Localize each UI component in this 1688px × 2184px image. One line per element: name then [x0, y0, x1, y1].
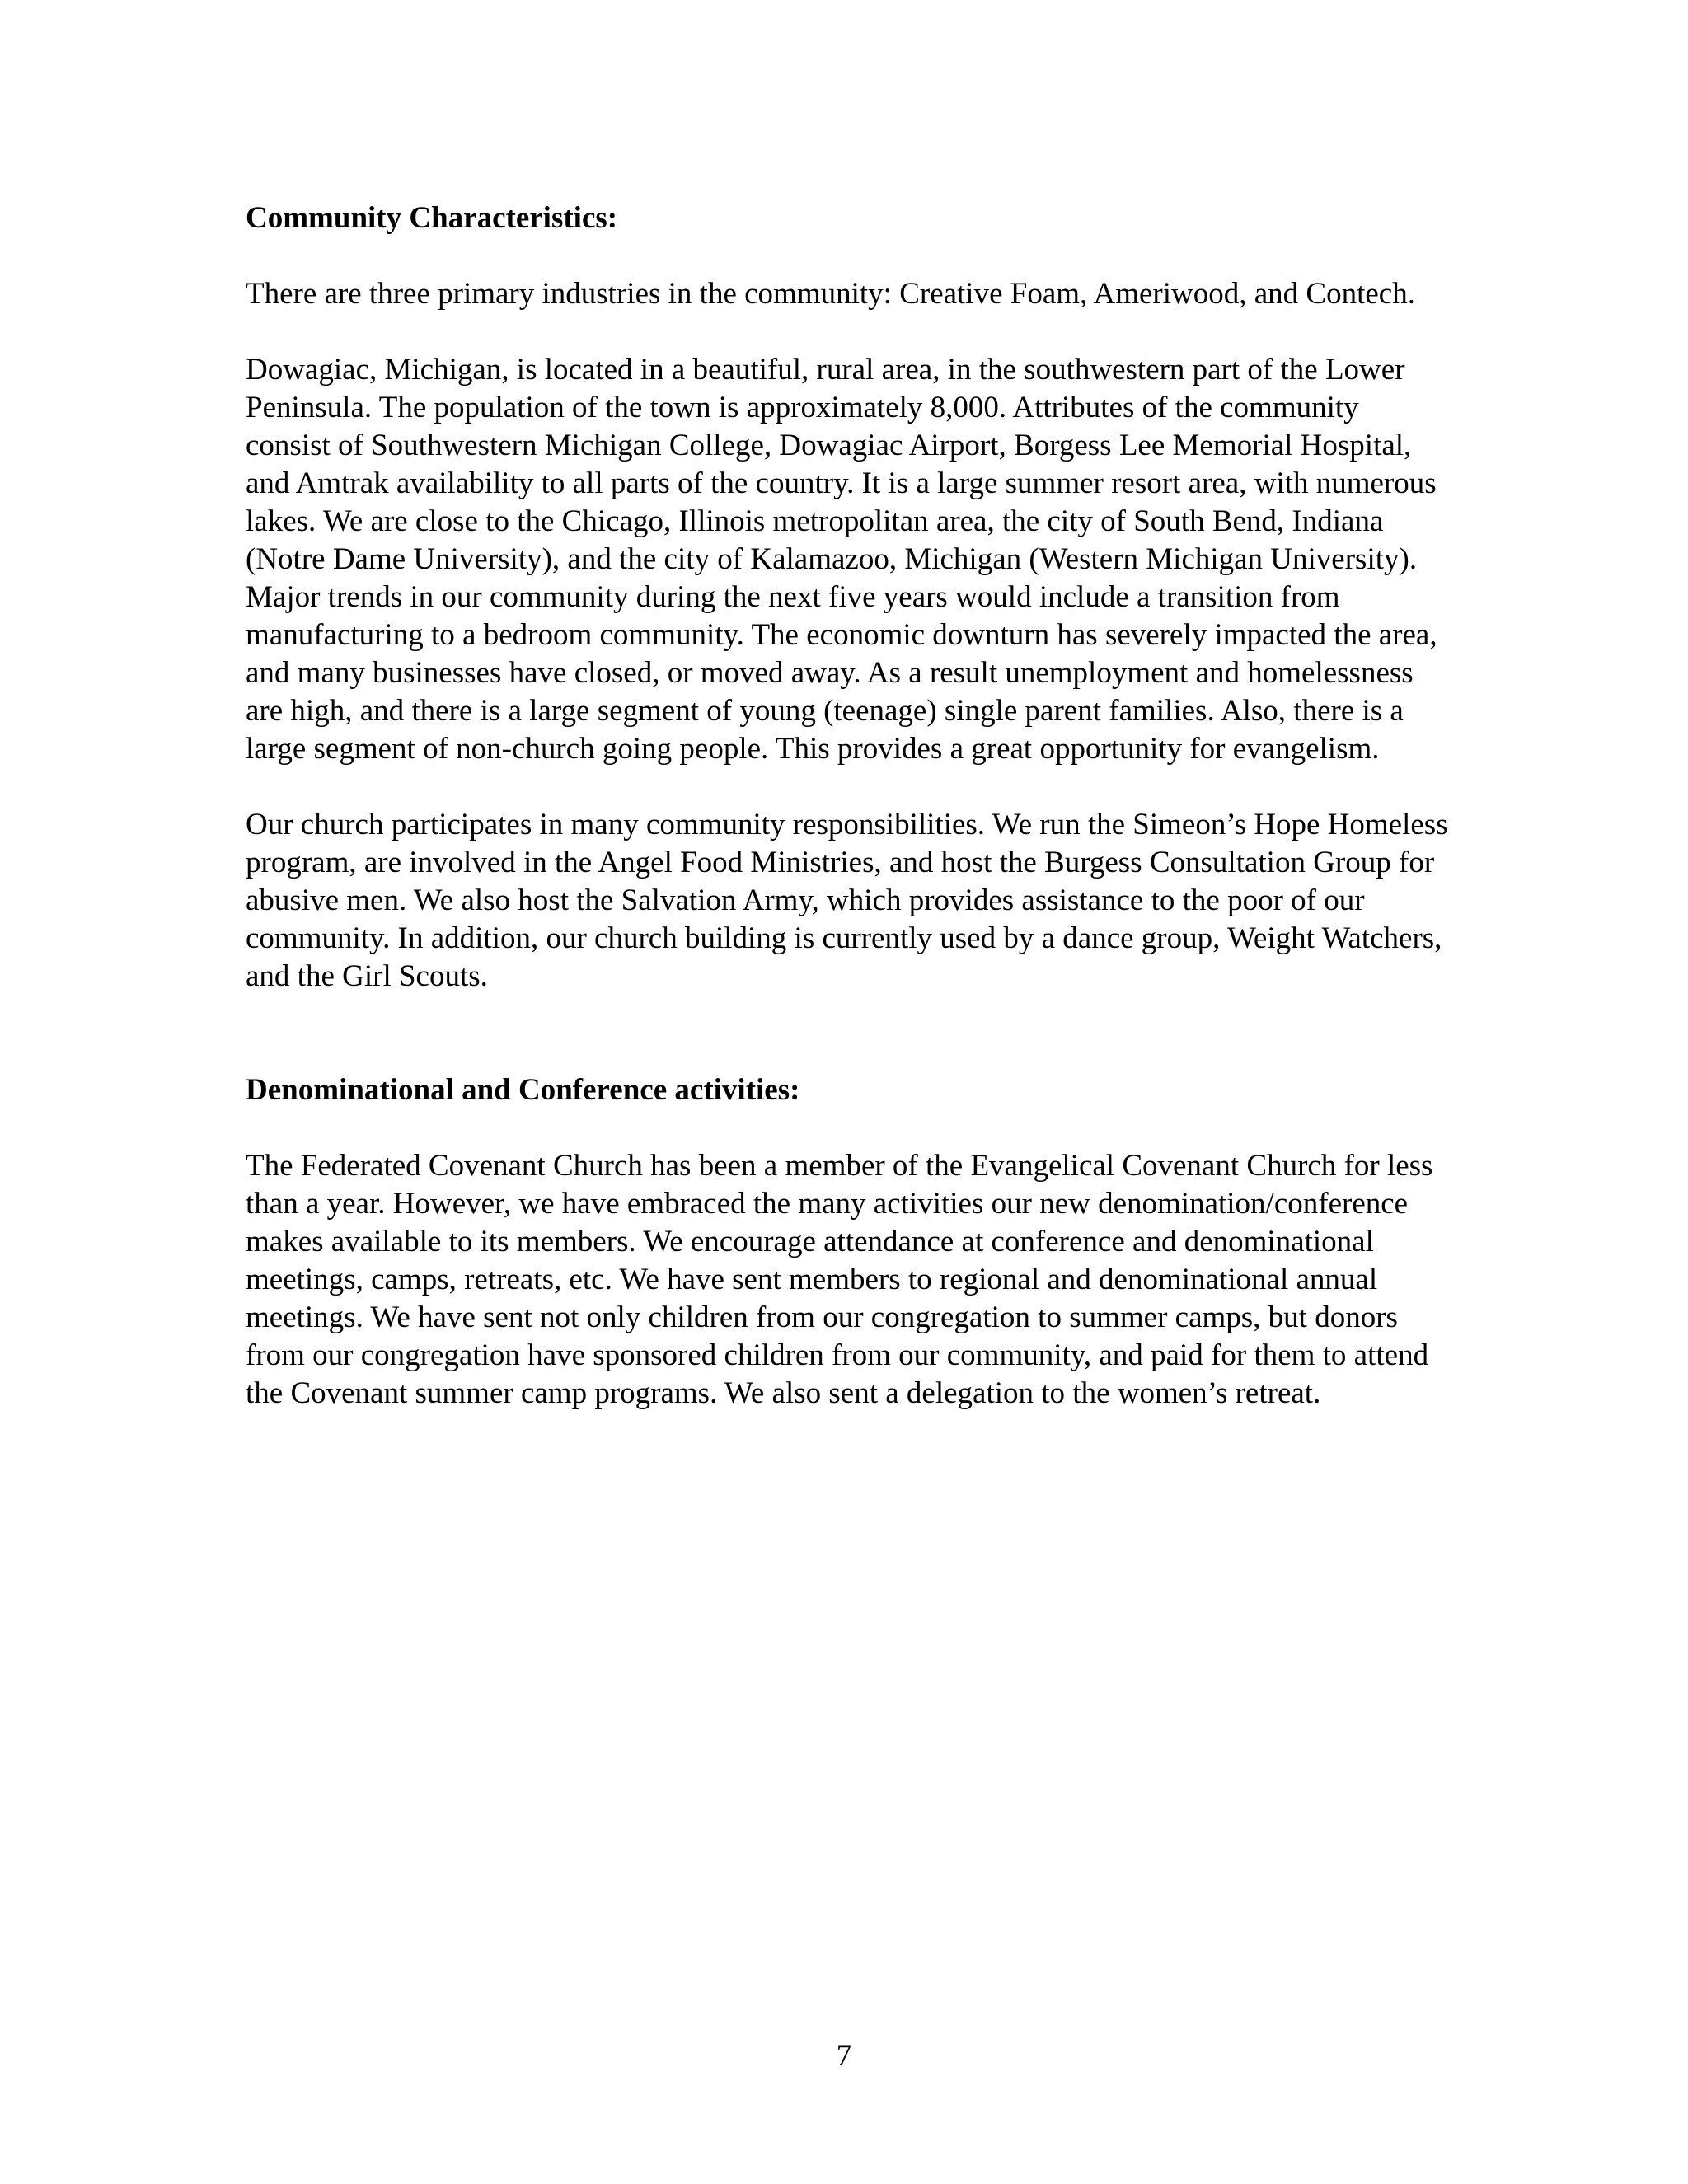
section-heading-denominational: Denominational and Conference activities: [246, 1073, 800, 1107]
paragraph-covenant-membership: The Federated Covenant Church has been a member of the Evangelical Covenant Church for less than a year. However, we have embraced the many activities our new denomination/conference makes available to its members. We encourage attendance at conference and denominational meetings, camps, retreats, etc. We have sent members to regional and denominational annual meetings. We have sent not only children from our congregation to summer camps, but donors from our congregation have sponsored children from our community, and paid for them to attend the Covenant summer camp programs. We also sent a delegation to the women’s retreat. [246, 1149, 1433, 1410]
page-number: 7 [836, 2039, 852, 2073]
paragraph-church-responsibilities: Our church participates in many community responsibilities. We run the Simeon’s Hope Homeless program, are involved in the Angel Food Ministries, and host the Burgess Consultation Group for abusive men. We also host the Salvation Army, which provides assistance to the poor of our community. In addition, our church building is currently used by a dance group, Weight Watchers, and the Girl Scouts. [246, 808, 1448, 993]
paragraph-industries: There are three primary industries in the community: Creative Foam, Ameriwood, and Contech. [246, 277, 1415, 311]
paragraph-dowagiac: Dowagiac, Michigan, is located in a beautiful, rural area, in the southwestern part of the Lower Peninsula. The population of the town is approximately 8,000. Attributes of the community consist of Southwestern Michigan College, Dowagiac Airport, Borgess Lee Memorial Hospital, and Amtrak availability to all parts of the country. It is a large summer resort area, with numerous lakes. We are close to the Chicago, Illinois metropolitan area, the city of South Bend, Indiana (Notre Dame University), and the city of Kalamazoo, Michigan (Western Michigan University). Major trends in our community during the next five years would include a transition from manufacturing to a bedroom community. The economic downturn has severely impacted the area, and many businesses have closed, or moved away. As a result unemployment and homelessness are high, and there is a large segment of young (teenage) single parent families. Also, there is a large segment of non-church going people. This provides a great opportunity for evangelism. [246, 353, 1437, 766]
document-body [246, 199, 1449, 1413]
section-heading-community: Community Characteristics: [246, 201, 618, 235]
